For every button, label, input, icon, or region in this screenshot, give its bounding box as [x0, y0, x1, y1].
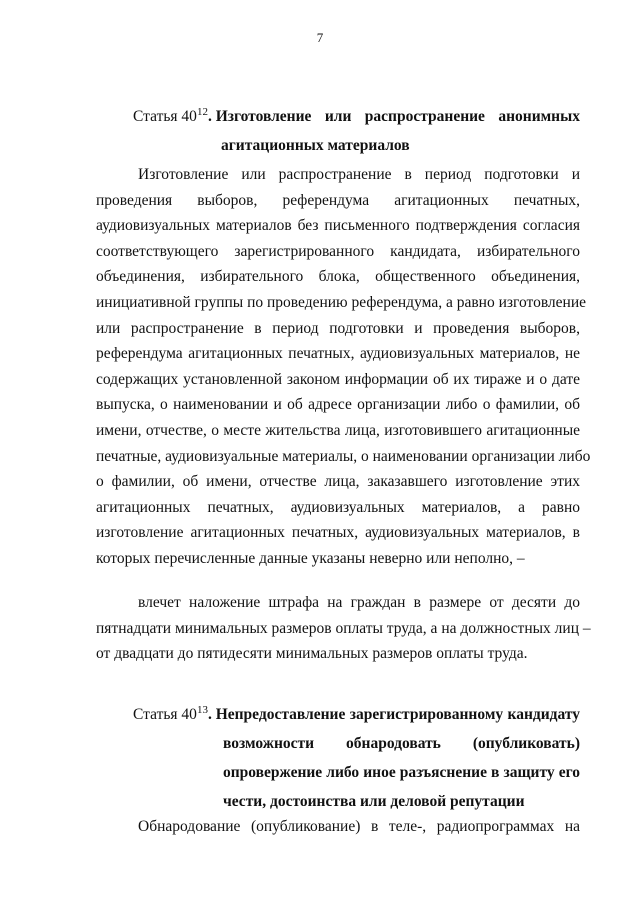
article-40-12-penalty — [96, 590, 591, 667]
body-line: аудиовизуальных материалов без письменного подтверждения согласия — [96, 217, 580, 235]
body-line: выпуска, о наименовании и об адресе организации либо о фамилии, об — [96, 396, 580, 414]
body-line: агитационных печатных, аудиовизуальных материалов, а равно — [96, 498, 580, 516]
article-40-12-heading — [133, 102, 580, 160]
heading-word: зарегистрированному — [349, 706, 504, 723]
body-line: соответствующего зарегистрированного кандидата, избирательного — [96, 242, 580, 260]
body-line: инициативной группы по проведению референдума, а равно изготовление — [96, 293, 587, 311]
article-40-13-heading-line: чести, достоинства или деловой репутации — [223, 793, 525, 810]
penalty-line: пятнадцати минимальных размеров оплаты труда, а на должностных лиц – — [96, 619, 591, 637]
penalty-line: влечет наложение штрафа на граждан в размере от десяти до — [138, 594, 580, 611]
article-40-13-heading — [133, 700, 580, 816]
article-40-13-heading-line-1 — [133, 700, 580, 729]
article-40-12-number: Статья $40^{12}$. Изготовление — [133, 106, 312, 125]
article-40-12-body — [96, 162, 591, 572]
body-line: референдума агитационных печатных, аудиовизуальных материалов, не — [96, 345, 580, 363]
article-40-13-heading-line: опровержение либо иное разъяснение в защиту его — [223, 764, 580, 781]
article-40-12-heading-line-1 — [133, 102, 580, 131]
heading-word: кандидату — [507, 706, 580, 723]
heading-word: распространение — [364, 108, 485, 125]
article-40-13-number: Статья $40^{13}$. Непредоставление — [133, 704, 346, 723]
article-40-13-body — [96, 814, 580, 840]
body-line: Обнародование (опубликование) в теле-, радиопрограммах на — [138, 818, 580, 835]
body-line: объединения, избирательного блока, общественного объединения, — [96, 268, 580, 286]
body-line: или распространение в период подготовки и проведения выборов, — [96, 319, 580, 337]
body-line: Изготовление или распространение в период подготовки и — [138, 166, 580, 183]
heading-word: анонимных — [498, 108, 580, 125]
article-40-13-heading-line: возможности обнародовать (опубликовать) — [223, 735, 580, 752]
heading-word: или — [324, 108, 352, 125]
body-line: проведения выборов, референдума агитационных печатных, — [96, 191, 580, 209]
body-line: имени, отчестве, о месте жительства лица, изготовившего агитационные — [96, 421, 580, 439]
article-40-12-heading-line-2: агитационных материалов — [221, 137, 410, 154]
penalty-line: от двадцати до пятидесяти минимальных размеров оплаты труда. — [96, 645, 528, 663]
body-line: печатные, аудиовизуальные материалы, о наименовании организации либо — [96, 447, 591, 465]
body-line: о фамилии, об имени, отчестве лица, заказавшего изготовление этих — [96, 473, 580, 491]
body-line: которых перечисленные данные указаны неверно или неполно, – — [96, 549, 525, 567]
body-line: изготовление агитационных печатных, аудиовизуальных материалов, в — [96, 524, 580, 542]
body-line: содержащих установленной законом информации об их тираже и о дате — [96, 370, 580, 388]
page-number: 7 — [316, 30, 324, 45]
